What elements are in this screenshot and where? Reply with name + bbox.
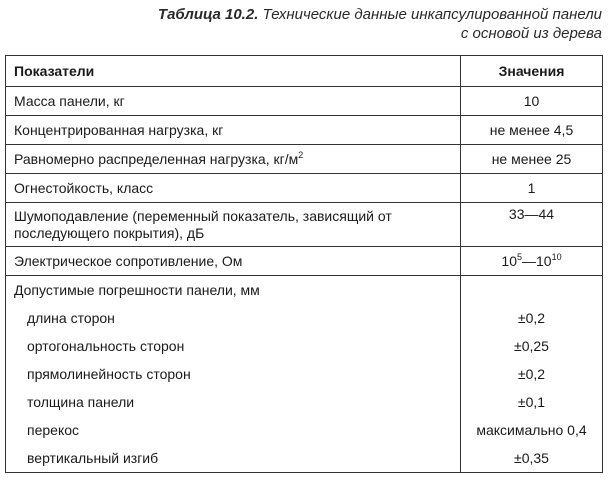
header-indicators: Показатели	[6, 56, 461, 87]
tolerance-name: вертикальный изгиб	[6, 444, 461, 473]
row-name	[6, 145, 461, 174]
row-name-line2: последующего покрытия), дБ	[14, 224, 205, 241]
caption-title-part1: Технические данные инкапсулированной панели	[262, 6, 602, 23]
tolerances-title-value	[461, 276, 603, 305]
tolerance-value: ±0,25	[461, 332, 603, 360]
row-name	[6, 203, 461, 247]
tolerances-title: Допустимые погрешности панели, мм	[6, 276, 461, 305]
row-name: Огнестойкость, класс	[6, 174, 461, 203]
tolerance-value: ±0,2	[461, 304, 603, 332]
tolerance-row	[6, 360, 603, 388]
table-row	[6, 145, 603, 174]
tolerance-row	[6, 388, 603, 416]
tolerance-value: максимально 0,4	[461, 416, 603, 444]
row-value	[461, 247, 603, 276]
caption-line-1	[158, 5, 602, 24]
table-row	[6, 203, 603, 247]
caption-label: Таблица 10.2.	[157, 6, 259, 23]
table-caption	[158, 5, 602, 43]
table-row	[6, 247, 603, 276]
tolerance-value: ±0,1	[461, 388, 603, 416]
tolerances-header-row	[6, 276, 603, 305]
caption-title-part2: с основой из дерева	[460, 25, 602, 42]
row-value: 10	[461, 87, 603, 116]
value-base-1: 10	[501, 253, 517, 269]
row-name: Концентрированная нагрузка, кг	[6, 116, 461, 145]
tolerance-name: прямолинейность сторон	[6, 360, 461, 388]
tolerance-row	[6, 416, 603, 444]
tolerance-name: длина сторон	[6, 304, 461, 332]
row-name: Электрическое сопротивление, Ом	[6, 247, 461, 276]
row-name-line1: Шумоподавление (переменный показатель, зависящий от	[14, 207, 392, 224]
header-values: Значения	[461, 56, 603, 87]
row-value: 33—44	[461, 203, 603, 247]
row-value: не менее 4,5	[461, 116, 603, 145]
tolerance-value: ±0,2	[461, 360, 603, 388]
table-header-row	[6, 56, 603, 87]
value-separator: —	[522, 253, 536, 269]
table-row	[6, 87, 603, 116]
tolerance-value: ±0,35	[461, 444, 603, 473]
tolerance-name: ортогональность сторон	[6, 332, 461, 360]
tolerance-row	[6, 304, 603, 332]
row-name-superscript: 2	[298, 150, 304, 160]
table-row	[6, 116, 603, 145]
tolerance-row	[6, 444, 603, 473]
table-row	[6, 174, 603, 203]
row-name-text: Равномерно распределенная нагрузка, кг/м	[14, 151, 299, 167]
row-value: 1	[461, 174, 603, 203]
value-exponent-1: 5	[516, 252, 522, 262]
value-exponent-2: 10	[551, 252, 562, 262]
tolerance-name: перекос	[6, 416, 461, 444]
row-value: не менее 25	[461, 145, 603, 174]
tolerance-name: толщина панели	[6, 388, 461, 416]
spec-table	[5, 55, 603, 473]
value-base-2: 10	[536, 253, 552, 269]
tolerance-row	[6, 332, 603, 360]
row-name: Масса панели, кг	[6, 87, 461, 116]
